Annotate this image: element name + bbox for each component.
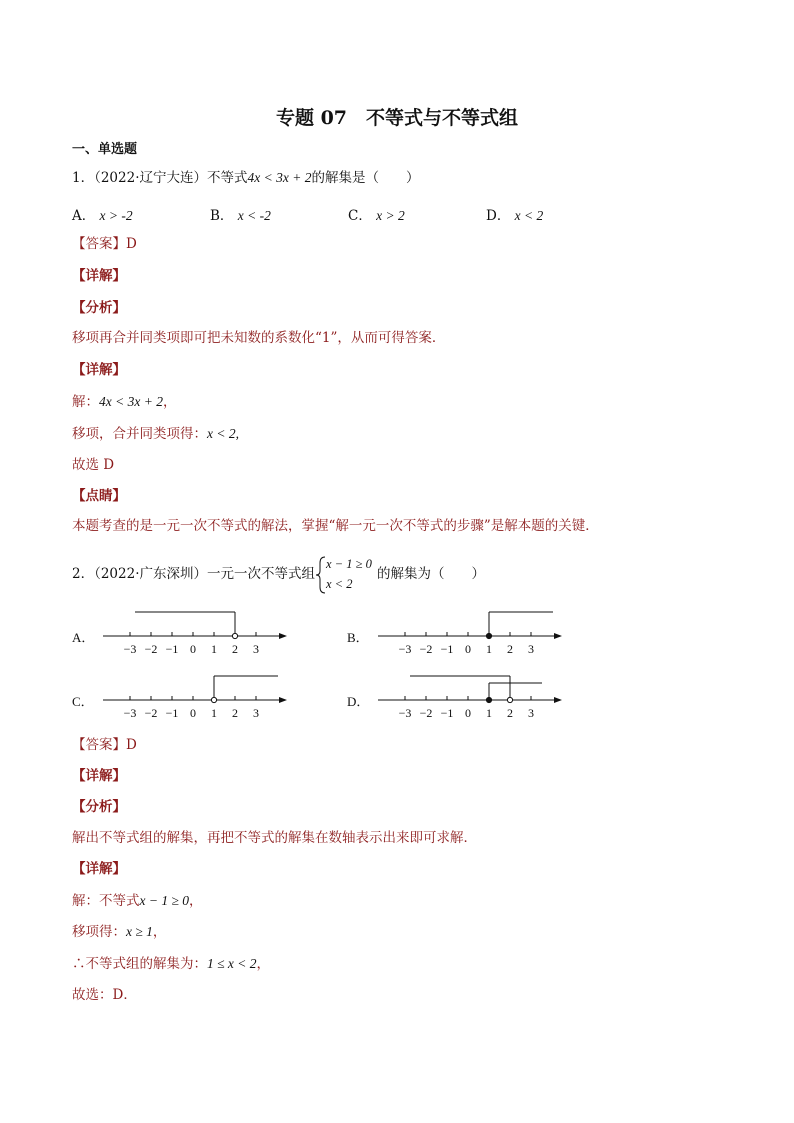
tick-label: −2: [419, 706, 433, 720]
tick-label: 2: [507, 642, 513, 656]
q2-option-d-label: D．: [347, 694, 370, 709]
q1-comment-heading: 【点睛】: [72, 488, 126, 504]
q1-detail-heading: 【详解】: [72, 268, 126, 284]
q2-option-a-label: A．: [72, 630, 95, 645]
tick-label: −2: [419, 642, 433, 656]
tick-label: −1: [440, 642, 454, 656]
tick-label: 0: [465, 642, 471, 656]
tick-label: 3: [528, 642, 534, 656]
page-title: 专题 07 不等式与不等式组: [275, 107, 519, 129]
q1-stem-prefix: 1．（2022·辽宁大连）不等式: [72, 170, 248, 186]
q2-detail2-heading: 【详解】: [72, 861, 126, 877]
tick-label: 1: [486, 642, 492, 656]
q1-option-c: C． x > 2: [348, 208, 405, 224]
q2-analysis-heading: 【分析】: [72, 799, 126, 815]
tick-label: −2: [144, 642, 158, 656]
q2-solution-line-3: ∴不等式组的解集为：1 ≤ x < 2，: [72, 956, 271, 972]
tick-label: −2: [144, 706, 158, 720]
tick-label: 0: [190, 706, 196, 720]
tick-label: 3: [528, 706, 534, 720]
q1-comment-text: 本题考查的是一元一次不等式的解法，掌握“解一元一次不等式的步骤”是解本题的关键．: [72, 518, 599, 534]
q2-stem: [72, 554, 485, 595]
q1-detail2-heading: 【详解】: [72, 362, 126, 378]
open-circle-marker: [507, 697, 512, 702]
q1-solution-line-3: 故选 D: [72, 457, 115, 473]
q1-solution-line-1: 解：4x < 3x + 2，: [72, 394, 177, 410]
q2-detail-heading: 【详解】: [72, 768, 126, 784]
q2-option-d-numberline: [370, 669, 565, 724]
tick-label: 1: [211, 642, 217, 656]
q1-option-a: A． x > -2: [72, 208, 133, 224]
q1-stem-math: 4x < 3x + 2: [247, 170, 312, 185]
closed-circle-marker: [486, 697, 491, 702]
tick-label: −1: [165, 706, 179, 720]
q1-option-b: B． x < -2: [210, 208, 271, 224]
tick-label: 3: [253, 642, 259, 656]
section-heading: 一、单选题: [72, 142, 138, 157]
closed-circle-marker: [486, 633, 491, 638]
open-circle-marker: [232, 633, 237, 638]
q2-option-c-numberline: [95, 669, 290, 724]
tick-label: 1: [486, 706, 492, 720]
q1-analysis-heading: 【分析】: [72, 300, 126, 316]
q1-answer: 【答案】D: [72, 236, 137, 252]
q2-stem-prefix: 2．（2022·广东深圳）一元一次不等式组: [72, 566, 315, 582]
q2-solution-line-2: 移项得：x ≥ 1，: [72, 924, 167, 940]
tick-label: −1: [440, 706, 454, 720]
tick-label: 0: [190, 642, 196, 656]
tick-label: 2: [232, 642, 238, 656]
q2-option-c-label: C．: [72, 694, 94, 709]
q2-solution-line-4: 故选：D．: [72, 987, 137, 1003]
q1-analysis-text: 移项再合并同类项即可把未知数的系数化“1”，从而可得答案．: [72, 330, 446, 346]
tick-label: 1: [211, 706, 217, 720]
q1-stem-suffix: 的解集是（ ）: [311, 170, 420, 186]
tick-label: −3: [123, 642, 137, 656]
q2-option-b-label: B．: [347, 630, 369, 645]
tick-label: −3: [123, 706, 137, 720]
tick-label: −1: [165, 642, 179, 656]
q2-answer: 【答案】D: [72, 737, 137, 753]
tick-label: −3: [398, 642, 412, 656]
q2-system-line-2: x < 2: [326, 576, 353, 591]
tick-label: 2: [232, 706, 238, 720]
tick-label: −3: [398, 706, 412, 720]
q2-analysis-text: 解出不等式组的解集，再把不等式的解集在数轴表示出来即可求解．: [72, 830, 477, 846]
q1-option-d: D． x < 2: [486, 208, 544, 224]
q2-option-b-numberline: [370, 605, 565, 660]
tick-label: 3: [253, 706, 259, 720]
tick-label: 2: [507, 706, 513, 720]
q2-system-line-1: x − 1 ≥ 0: [326, 556, 372, 571]
q2-inequality-system: [315, 555, 377, 595]
q1-solution-line-2: 移项，合并同类项得：x < 2,: [72, 426, 239, 442]
open-circle-marker: [211, 697, 216, 702]
q2-solution-line-1: 解：不等式x − 1 ≥ 0，: [72, 893, 203, 909]
q2-option-a-numberline: [95, 605, 290, 660]
tick-label: 0: [465, 706, 471, 720]
q2-stem-suffix: 的解集为（ ）: [377, 566, 485, 582]
q1-stem: [72, 168, 419, 188]
